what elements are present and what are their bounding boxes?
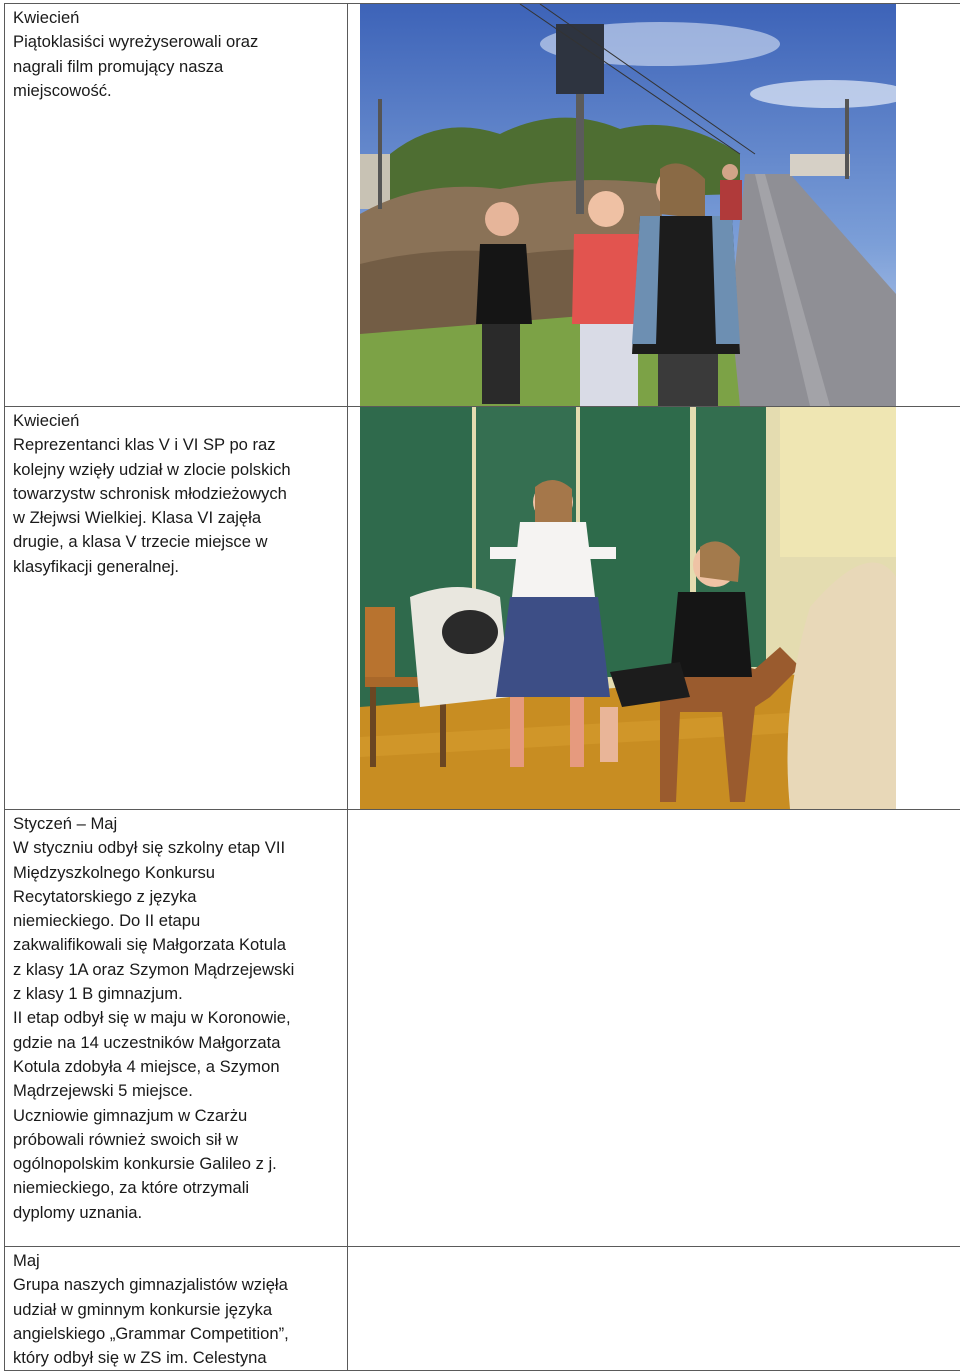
event-text-line: Mądrzejewski 5 miejsce. bbox=[13, 1079, 339, 1103]
event-text-line: Piątoklasiści wyreżyserowali oraz bbox=[13, 30, 339, 54]
event-text-line: gdzie na 14 uczestników Małgorzata bbox=[13, 1031, 339, 1055]
event-text-line: udział w gminnym konkursie języka bbox=[13, 1298, 339, 1322]
event-text-line: zakwalifikowali się Małgorzata Kotula bbox=[13, 933, 339, 957]
event-description-cell bbox=[5, 4, 348, 407]
event-photo-cell-empty bbox=[348, 810, 960, 1247]
event-text-line: ogólnopolskim konkursie Galileo z j. bbox=[13, 1152, 339, 1176]
event-text-line: próbowali również swoich sił w bbox=[13, 1128, 339, 1152]
event-month: Kwiecień bbox=[13, 409, 339, 433]
event-month: Kwiecień bbox=[13, 6, 339, 30]
events-table bbox=[4, 3, 960, 1371]
event-photo-cell bbox=[348, 407, 960, 810]
event-text-line: klasyfikacji generalnej. bbox=[13, 555, 339, 579]
event-text-line: Uczniowie gimnazjum w Czarżu bbox=[13, 1104, 339, 1128]
photo-students-walking-road bbox=[360, 4, 896, 406]
event-text-line: niemieckiego, za które otrzymali bbox=[13, 1176, 339, 1200]
event-text-line: dyplomy uznania. bbox=[13, 1201, 339, 1225]
event-description-cell bbox=[5, 1247, 348, 1371]
event-text-line: nagrali film promujący nasza bbox=[13, 55, 339, 79]
event-text-line: W styczniu odbył się szkolny etap VII bbox=[13, 836, 339, 860]
event-description-cell bbox=[5, 407, 348, 810]
table-row bbox=[5, 1247, 960, 1371]
event-text-line: który odbył się w ZS im. Celestyna bbox=[13, 1346, 339, 1370]
event-text bbox=[13, 1249, 339, 1370]
event-text-line: II etap odbył się w maju w Koronowie, bbox=[13, 1006, 339, 1030]
event-text-line: kolejny wzięły udział w zlocie polskich bbox=[13, 458, 339, 482]
event-text bbox=[13, 6, 339, 103]
event-text-line: Reprezentanci klas V i VI SP po raz bbox=[13, 433, 339, 457]
event-text-line: niemieckiego. Do II etapu bbox=[13, 909, 339, 933]
event-text-line: z klasy 1A oraz Szymon Mądrzejewski bbox=[13, 958, 339, 982]
event-text bbox=[13, 812, 339, 1225]
event-photo-cell bbox=[348, 4, 960, 407]
event-text-line: Recytatorskiego z języka bbox=[13, 885, 339, 909]
photo-girls-performing-indoors bbox=[360, 407, 896, 809]
event-description-cell bbox=[5, 810, 348, 1247]
event-text-line: drugie, a klasa V trzecie miejsce w bbox=[13, 530, 339, 554]
event-text-line: Kotula zdobyła 4 miejsce, a Szymon bbox=[13, 1055, 339, 1079]
event-text-line: w Złejwsi Wielkiej. Klasa VI zajęła bbox=[13, 506, 339, 530]
event-text-line: Międzyszkolnego Konkursu bbox=[13, 861, 339, 885]
event-month: Styczeń – Maj bbox=[13, 812, 339, 836]
event-text-line: z klasy 1 B gimnazjum. bbox=[13, 982, 339, 1006]
event-text-line: towarzystw schronisk młodzieżowych bbox=[13, 482, 339, 506]
table-row bbox=[5, 4, 960, 407]
event-photo-cell-empty bbox=[348, 1247, 960, 1371]
event-text-line: angielskiego „Grammar Competition”, bbox=[13, 1322, 339, 1346]
event-text bbox=[13, 409, 339, 579]
event-month: Maj bbox=[13, 1249, 339, 1273]
table-row bbox=[5, 407, 960, 810]
event-text-line: Grupa naszych gimnazjalistów wzięła bbox=[13, 1273, 339, 1297]
event-text-line: miejscowość. bbox=[13, 79, 339, 103]
table-row bbox=[5, 810, 960, 1247]
